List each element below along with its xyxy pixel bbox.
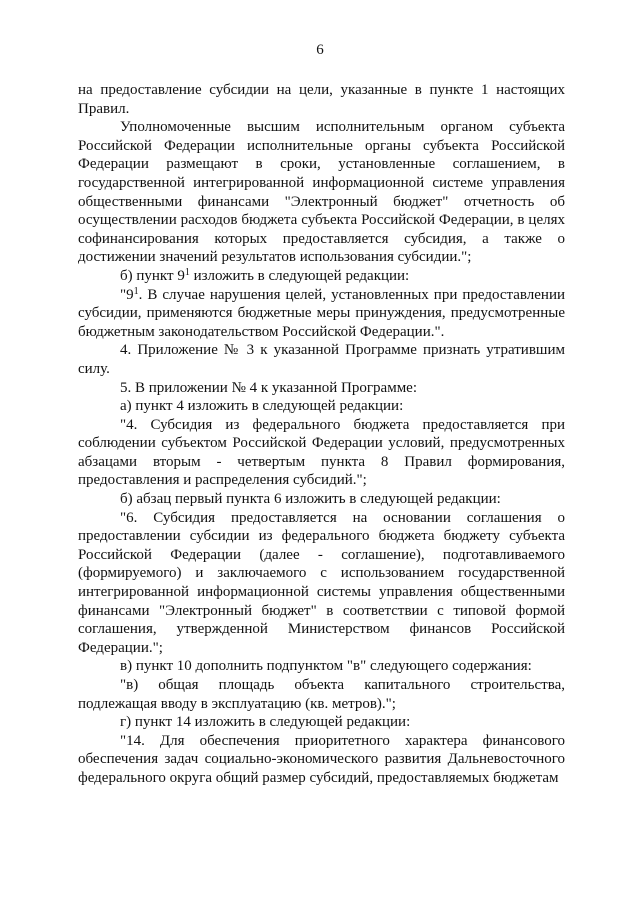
paragraph: 5. В приложении № 4 к указанной Программе: (120, 379, 418, 396)
paragraph: б) абзац первый пункта 6 изложить в следующей редакции: (120, 491, 501, 508)
superscript: 1 (184, 266, 190, 278)
paragraph: "4. Субсидия из федерального бюджета предоставляется при соблюдении субъектом Российской Федерации условий, предусмотренных абзацами вторым - четвертым пункта 8 Правил формирования, предоставления и распределения субсидий."; (78, 416, 565, 489)
paragraph: "14. Для обеспечения приоритетного характера финансового обеспечения задач социально-экономического развития Дальневосточного федерального округа общий размер субсидий, предоставляемых бюджетам (78, 732, 565, 786)
superscript: 1 (133, 285, 139, 297)
paragraph: "в) общая площадь объекта капитального строительства, подлежащая вводу в эксплуатацию (кв. метров)."; (78, 677, 565, 712)
paragraph: 4. Приложение № 3 к указанной Программе признать утратившим силу. (78, 342, 565, 377)
paragraph: "6. Субсидия предоставляется на основании соглашения о предоставлении субсидии из федерального бюджета бюджету субъекта Российской Федерации (далее - соглашение), подготавливаемого (формируемого) и заключаемого с использованием государственной интегрированной информационной системы управления общественными финансами "Электронный бюджет" в соответствии с типовой формой соглашения, утвержденной Министерством финансов Российской Федерации."; (78, 509, 565, 656)
paragraph: на предоставление субсидии на цели, указанные в пункте 1 настоящих Правил. (78, 82, 565, 117)
page-number: 6 (316, 42, 324, 58)
paragraph: в) пункт 10 дополнить подпунктом "в" следующего содержания: (120, 658, 532, 675)
paragraph: "$9^1$. В случае нарушения целей, установленных при предоставлении субсидии, применяются бюджетные меры принуждения, предусмотренные бюджетным законодательством Российской Федерации.". (78, 285, 565, 340)
document-body (78, 81, 565, 788)
paragraph: г) пункт 14 изложить в следующей редакции: (120, 714, 411, 731)
paragraph: б) пункт $9^1$ изложить в следующей редакции: (120, 266, 410, 284)
paragraph: Уполномоченные высшим исполнительным органом субъекта Российской Федерации исполнительные органы субъекта Российской Федерации размещают в сроки, установленные соглашением, в государственной интегрированной информационной системе управления общественными финансами "Электронный бюджет" отчетность об осуществлении расходов бюджета субъекта Российской Федерации, в целях софинансирования которых предоставляется субсидия, а также о достижении значений результатов использования субсидии."; (78, 119, 565, 266)
paragraph: а) пункт 4 изложить в следующей редакции: (120, 398, 404, 415)
